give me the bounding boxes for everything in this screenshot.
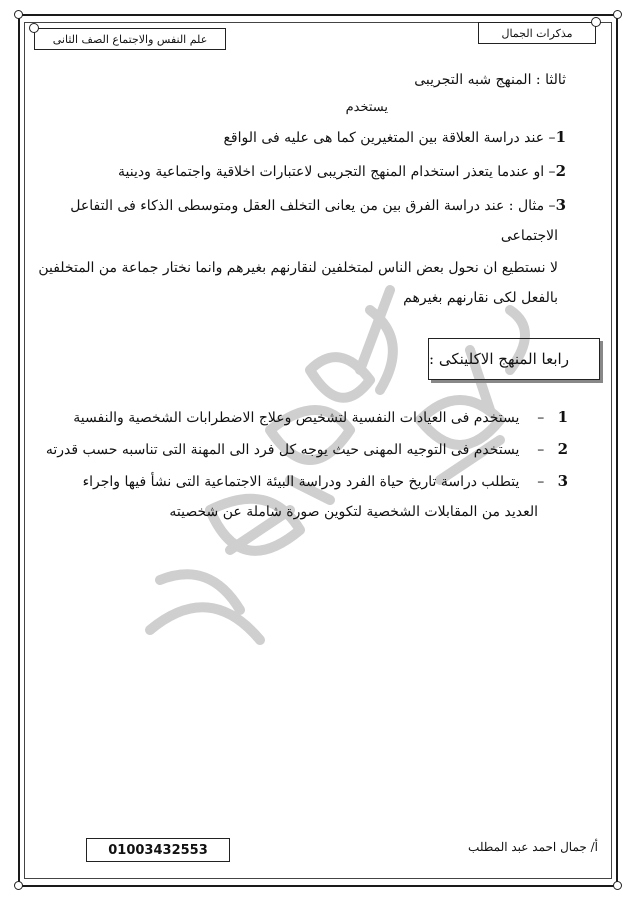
scroll-curl-icon — [591, 17, 601, 27]
phone-number: 01003432553 — [108, 842, 208, 858]
header-right-tab — [478, 22, 596, 44]
section3-item-2 — [46, 162, 566, 180]
item-number: 2 — [555, 162, 566, 180]
section3-title: ثالثا : المنهج شبه التجريبى — [414, 72, 566, 88]
corner-ornament — [14, 10, 23, 19]
author-name: أ/ جمال احمد عبد المطلب — [468, 840, 598, 854]
corner-ornament — [613, 881, 622, 890]
item-number: 1 — [557, 408, 568, 426]
section4-continuation: العديد من المقابلات الشخصية لتكوين صورة شاملة عن شخصيته — [169, 504, 538, 520]
corner-ornament — [613, 10, 622, 19]
header-left-tab — [34, 28, 226, 50]
section3-continuation-2: لا نستطيع ان نحول بعض الناس لمتخلفين لنقارنهم بغيرهم وانما نختار جماعة من المتخلفين — [38, 260, 558, 276]
section3-continuation-1: الاجتماعى — [500, 228, 558, 244]
item-text: يستخدم فى العيادات النفسية لتشخيص وعلاج الاضطرابات الشخصية والنفسية — [73, 410, 520, 426]
item-text: يستخدم فى التوجيه المهنى حيث يوجه كل فرد الى المهنة التى تناسبه حسب قدرته — [45, 442, 520, 458]
item-number: 3 — [555, 196, 566, 214]
section4-item-1: 1 – يستخدم فى العيادات النفسية لتشخيص وعلاج الاضطرابات الشخصية والنفسية — [73, 408, 568, 426]
section3-continuation-3: بالفعل لكى نقارنهم بغيرهم — [403, 290, 558, 306]
header-left-tab-label: علم النفس والاجتماع الصف الثانى — [52, 32, 208, 46]
item-text: – عند دراسة العلاقة بين المتغيرين كما هى عليه فى الواقع — [223, 130, 556, 146]
section3-item-1 — [46, 128, 566, 146]
item-text: – او عندما يتعذر استخدام المنهج التجريبى لاعتبارات اخلاقية واجتماعية ودينية — [118, 164, 556, 180]
section3-subtitle: يستخدم — [345, 100, 388, 115]
section4-title: رابعا المنهج الاكلينكى : — [429, 350, 569, 368]
corner-ornament — [14, 881, 23, 890]
scroll-curl-icon — [29, 23, 39, 33]
item-text: – مثال : عند دراسة الفرق بين من يعانى التخلف العقل ومتوسطى الذكاء فى التفاعل — [70, 198, 556, 214]
item-number: 3 — [557, 472, 568, 490]
phone-number-box — [86, 838, 230, 862]
section4-item-2: 2 – يستخدم فى التوجيه المهنى حيث يوجه كل فرد الى المهنة التى تناسبه حسب قدرته — [45, 440, 568, 458]
item-number: 1 — [555, 128, 566, 146]
item-number: 2 — [557, 440, 568, 458]
section4-item-3: 3 – يتطلب دراسة تاريخ حياة الفرد ودراسة البيئة الاجتماعية التى نشأ فيها واجراء — [82, 472, 568, 490]
header-right-tab-label: مذكرات الجمال — [501, 26, 573, 40]
section3-item-3 — [46, 196, 566, 214]
item-text: يتطلب دراسة تاريخ حياة الفرد ودراسة البيئة الاجتماعية التى نشأ فيها واجراء — [82, 474, 520, 490]
section4-title-box — [428, 338, 600, 380]
